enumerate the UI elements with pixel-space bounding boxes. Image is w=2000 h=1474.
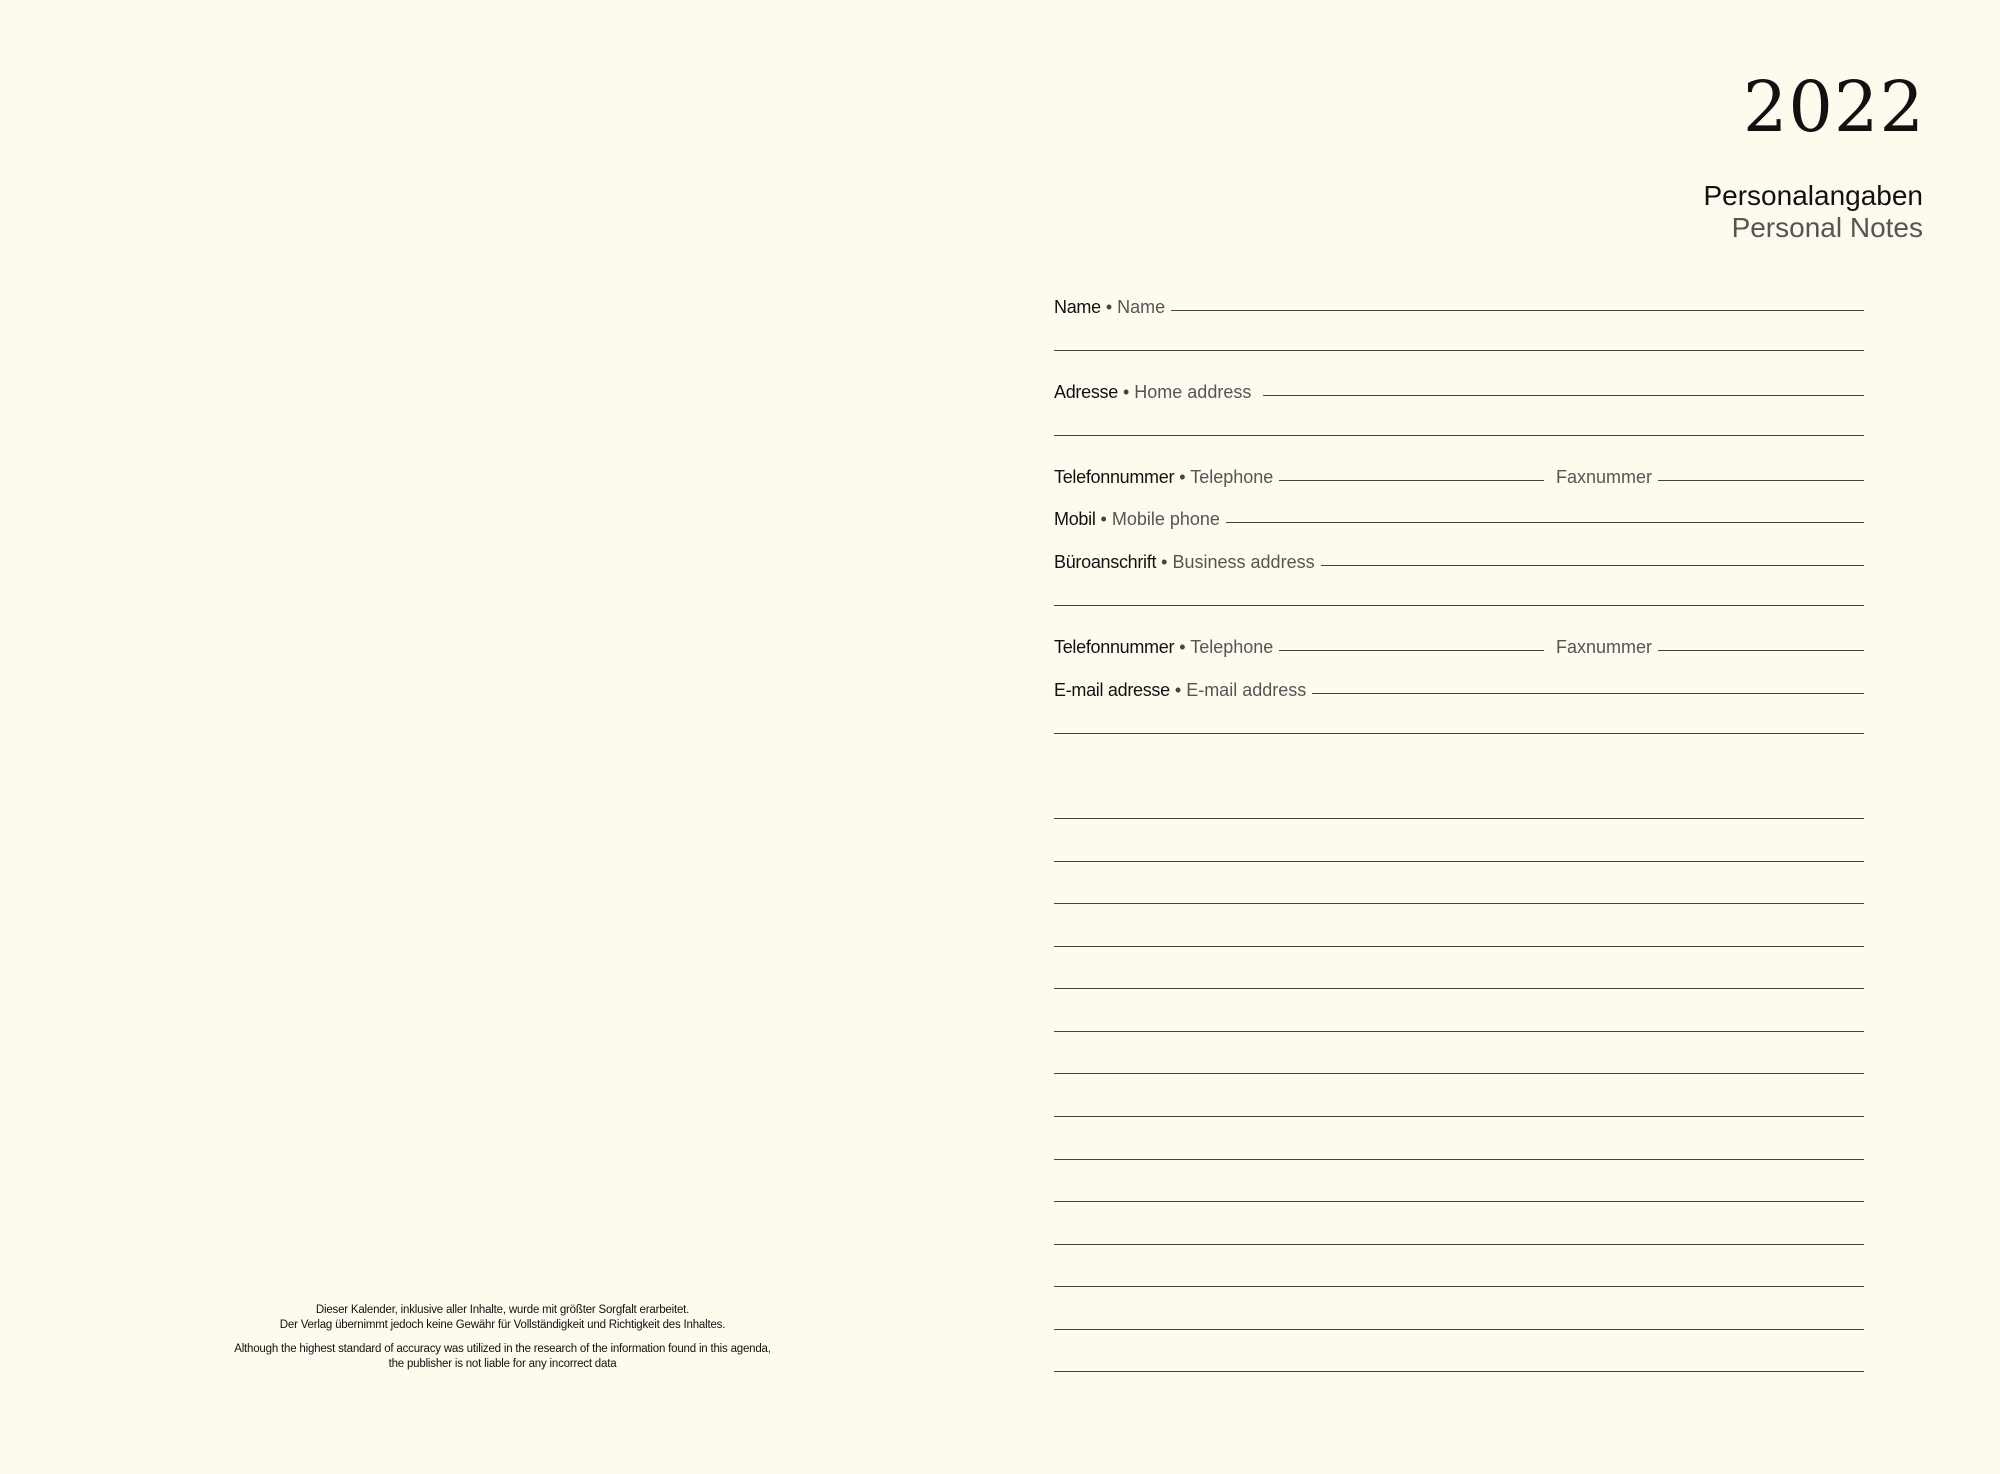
name-field[interactable]: [1054, 286, 1864, 316]
name-label: Name • Name: [1054, 297, 1166, 317]
disclaimer-en-line2: the publisher is not liable for any incorrect data: [388, 1358, 617, 1370]
home-telephone-line[interactable]: [1279, 480, 1544, 481]
year-heading: 2022: [1742, 66, 1925, 148]
business-telephone-label: Telefonnummer • Telephone: [1054, 637, 1274, 657]
home-address-extra-line[interactable]: [1054, 435, 1864, 436]
disclaimer-de-line2: Der Verlag übernimmt jedoch keine Gewähr für Vollständigkeit und Richtigkeit des Inhaltes.: [279, 1319, 726, 1331]
notes-line[interactable]: [1054, 1073, 1864, 1074]
notes-line[interactable]: [1054, 946, 1864, 947]
notes-line[interactable]: [1054, 1159, 1864, 1160]
home-telephone-field[interactable]: [1054, 456, 1864, 486]
disclaimer-en-line1: Although the highest standard of accuracy was utilized in the research of the information found in this agenda,: [234, 1343, 771, 1355]
home-telephone-label: Telefonnummer • Telephone: [1054, 467, 1274, 487]
notes-line[interactable]: [1054, 903, 1864, 904]
notes-line[interactable]: [1054, 1371, 1864, 1372]
business-address-label: Büroanschrift • Business address: [1054, 552, 1315, 572]
notes-line[interactable]: [1054, 1329, 1864, 1330]
home-fax-line[interactable]: [1658, 480, 1864, 481]
notes-line[interactable]: [1054, 1031, 1864, 1032]
business-fax-label: Faxnummer: [1555, 637, 1652, 657]
email-line[interactable]: [1312, 693, 1864, 694]
home-fax-label: Faxnummer: [1555, 467, 1652, 487]
notes-line[interactable]: [1054, 818, 1864, 819]
home-address-line[interactable]: [1263, 395, 1864, 396]
email-label: E-mail adresse • E-mail address: [1054, 680, 1307, 700]
notes-line[interactable]: [1054, 1201, 1864, 1202]
home-address-field[interactable]: [1054, 371, 1864, 401]
disclaimer-de-line1: Dieser Kalender, inklusive aller Inhalte, wurde mit größter Sorgfalt erarbeitet.: [315, 1304, 690, 1316]
mobile-field[interactable]: [1054, 498, 1864, 528]
page-title-german: Personalangaben: [1703, 180, 1923, 211]
home-address-label: Adresse • Home address: [1054, 382, 1252, 402]
notes-line[interactable]: [1054, 1116, 1864, 1117]
notes-line[interactable]: [1054, 1286, 1864, 1287]
business-address-line[interactable]: [1321, 565, 1864, 566]
name-line[interactable]: [1171, 310, 1864, 311]
notes-line[interactable]: [1054, 1244, 1864, 1245]
business-telephone-field[interactable]: [1054, 626, 1864, 656]
notes-line[interactable]: [1054, 988, 1864, 989]
email-field[interactable]: [1054, 669, 1864, 699]
email-extra-line[interactable]: [1054, 733, 1864, 734]
notes-line[interactable]: [1054, 861, 1864, 862]
name-extra-line[interactable]: [1054, 350, 1864, 351]
business-address-field[interactable]: [1054, 541, 1864, 571]
mobile-label: Mobil • Mobile phone: [1054, 509, 1220, 529]
page-title-english: Personal Notes: [1731, 212, 1923, 243]
business-fax-line[interactable]: [1658, 650, 1864, 651]
mobile-line[interactable]: [1226, 522, 1864, 523]
business-address-extra-line[interactable]: [1054, 605, 1864, 606]
disclaimer: [200, 1303, 805, 1372]
business-telephone-line[interactable]: [1279, 650, 1544, 651]
